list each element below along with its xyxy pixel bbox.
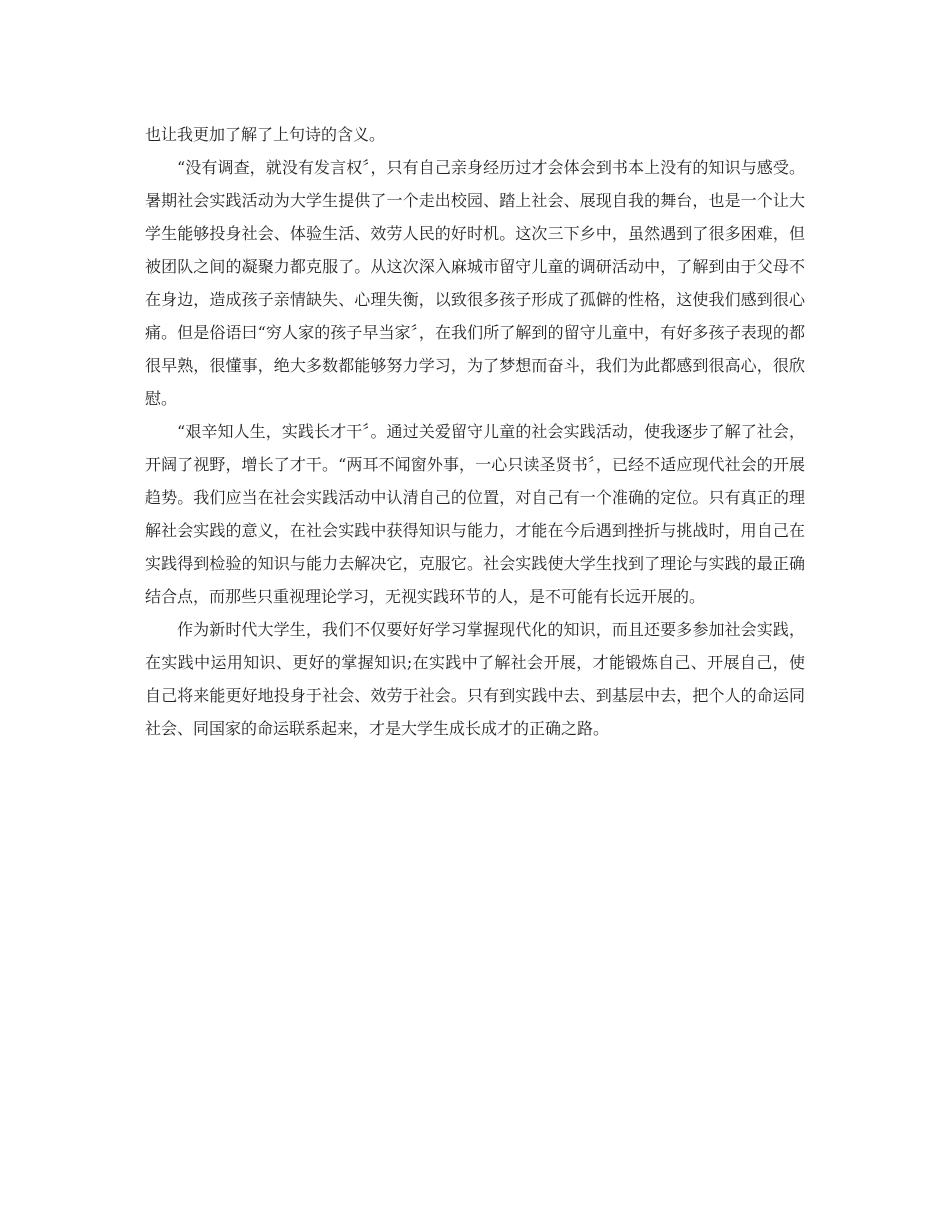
paragraph-continuation: 也让我更加了解了上句诗的含义。: [145, 125, 386, 144]
paragraph-investigation: “没有调查，就没有发言权〞，只有自己亲身经历过才会体会到书本上没有的知识与感受。暑期社会实践活动为大学生提供了一个走出校园、踏上社会、展现自我的舞台，也是一个让大学生能够投身社会、体验生活、效劳人民的好时机。这次三下乡中，虽然遇到了很多困难，但被团队之间的凝聚力都克服了。从这次深入麻城市留守儿童的调研活动中，了解到由于父母不在身边，造成孩子亲情缺失、心理失衡，以致很多孩子形成了孤僻的性格，这使我们感到很心痛。但是俗语曰“穷人家的孩子早当家〞，在我们所了解到的留守儿童中，有好多孩子表现的都很早熟，很懂事，绝大多数都能够努力学习，为了梦想而奋斗，我们为此都感到很高心，很欣慰。: [145, 158, 805, 408]
paragraph-practice: “艰辛知人生，实践长才干〞。通过关爱留守儿童的社会实践活动，使我逐步了解了社会，开阔了视野，增长了才干。“两耳不闻窗外事，一心只读圣贤书〞，已经不适应现代社会的开展趋势。我们应当在社会实践活动中认清自己的位置，对自己有一个准确的定位。只有真正的理解社会实践的意义，在社会实践中获得知识与能力，才能在今后遇到挫折与挑战时，用自己在实践得到检验的知识与能力去解决它，克服它。社会实践使大学生找到了理论与实践的最正确结合点，而那些只重视理论学习，无视实践环节的人，是不可能有长远开展的。: [145, 422, 805, 606]
paragraph-conclusion: 作为新时代大学生，我们不仅要好好学习掌握现代化的知识，而且还要多参加社会实践，在实践中运用知识、更好的掌握知识;在实践中了解社会开展，才能锻炼自己、开展自己，使自己将来能更好地投身于社会、效劳于社会。只有到实践中去、到基层中去，把个人的命运同社会、同国家的命运联系起来，才是大学生成长成才的正确之路。: [145, 620, 805, 738]
document-page: [145, 118, 805, 745]
